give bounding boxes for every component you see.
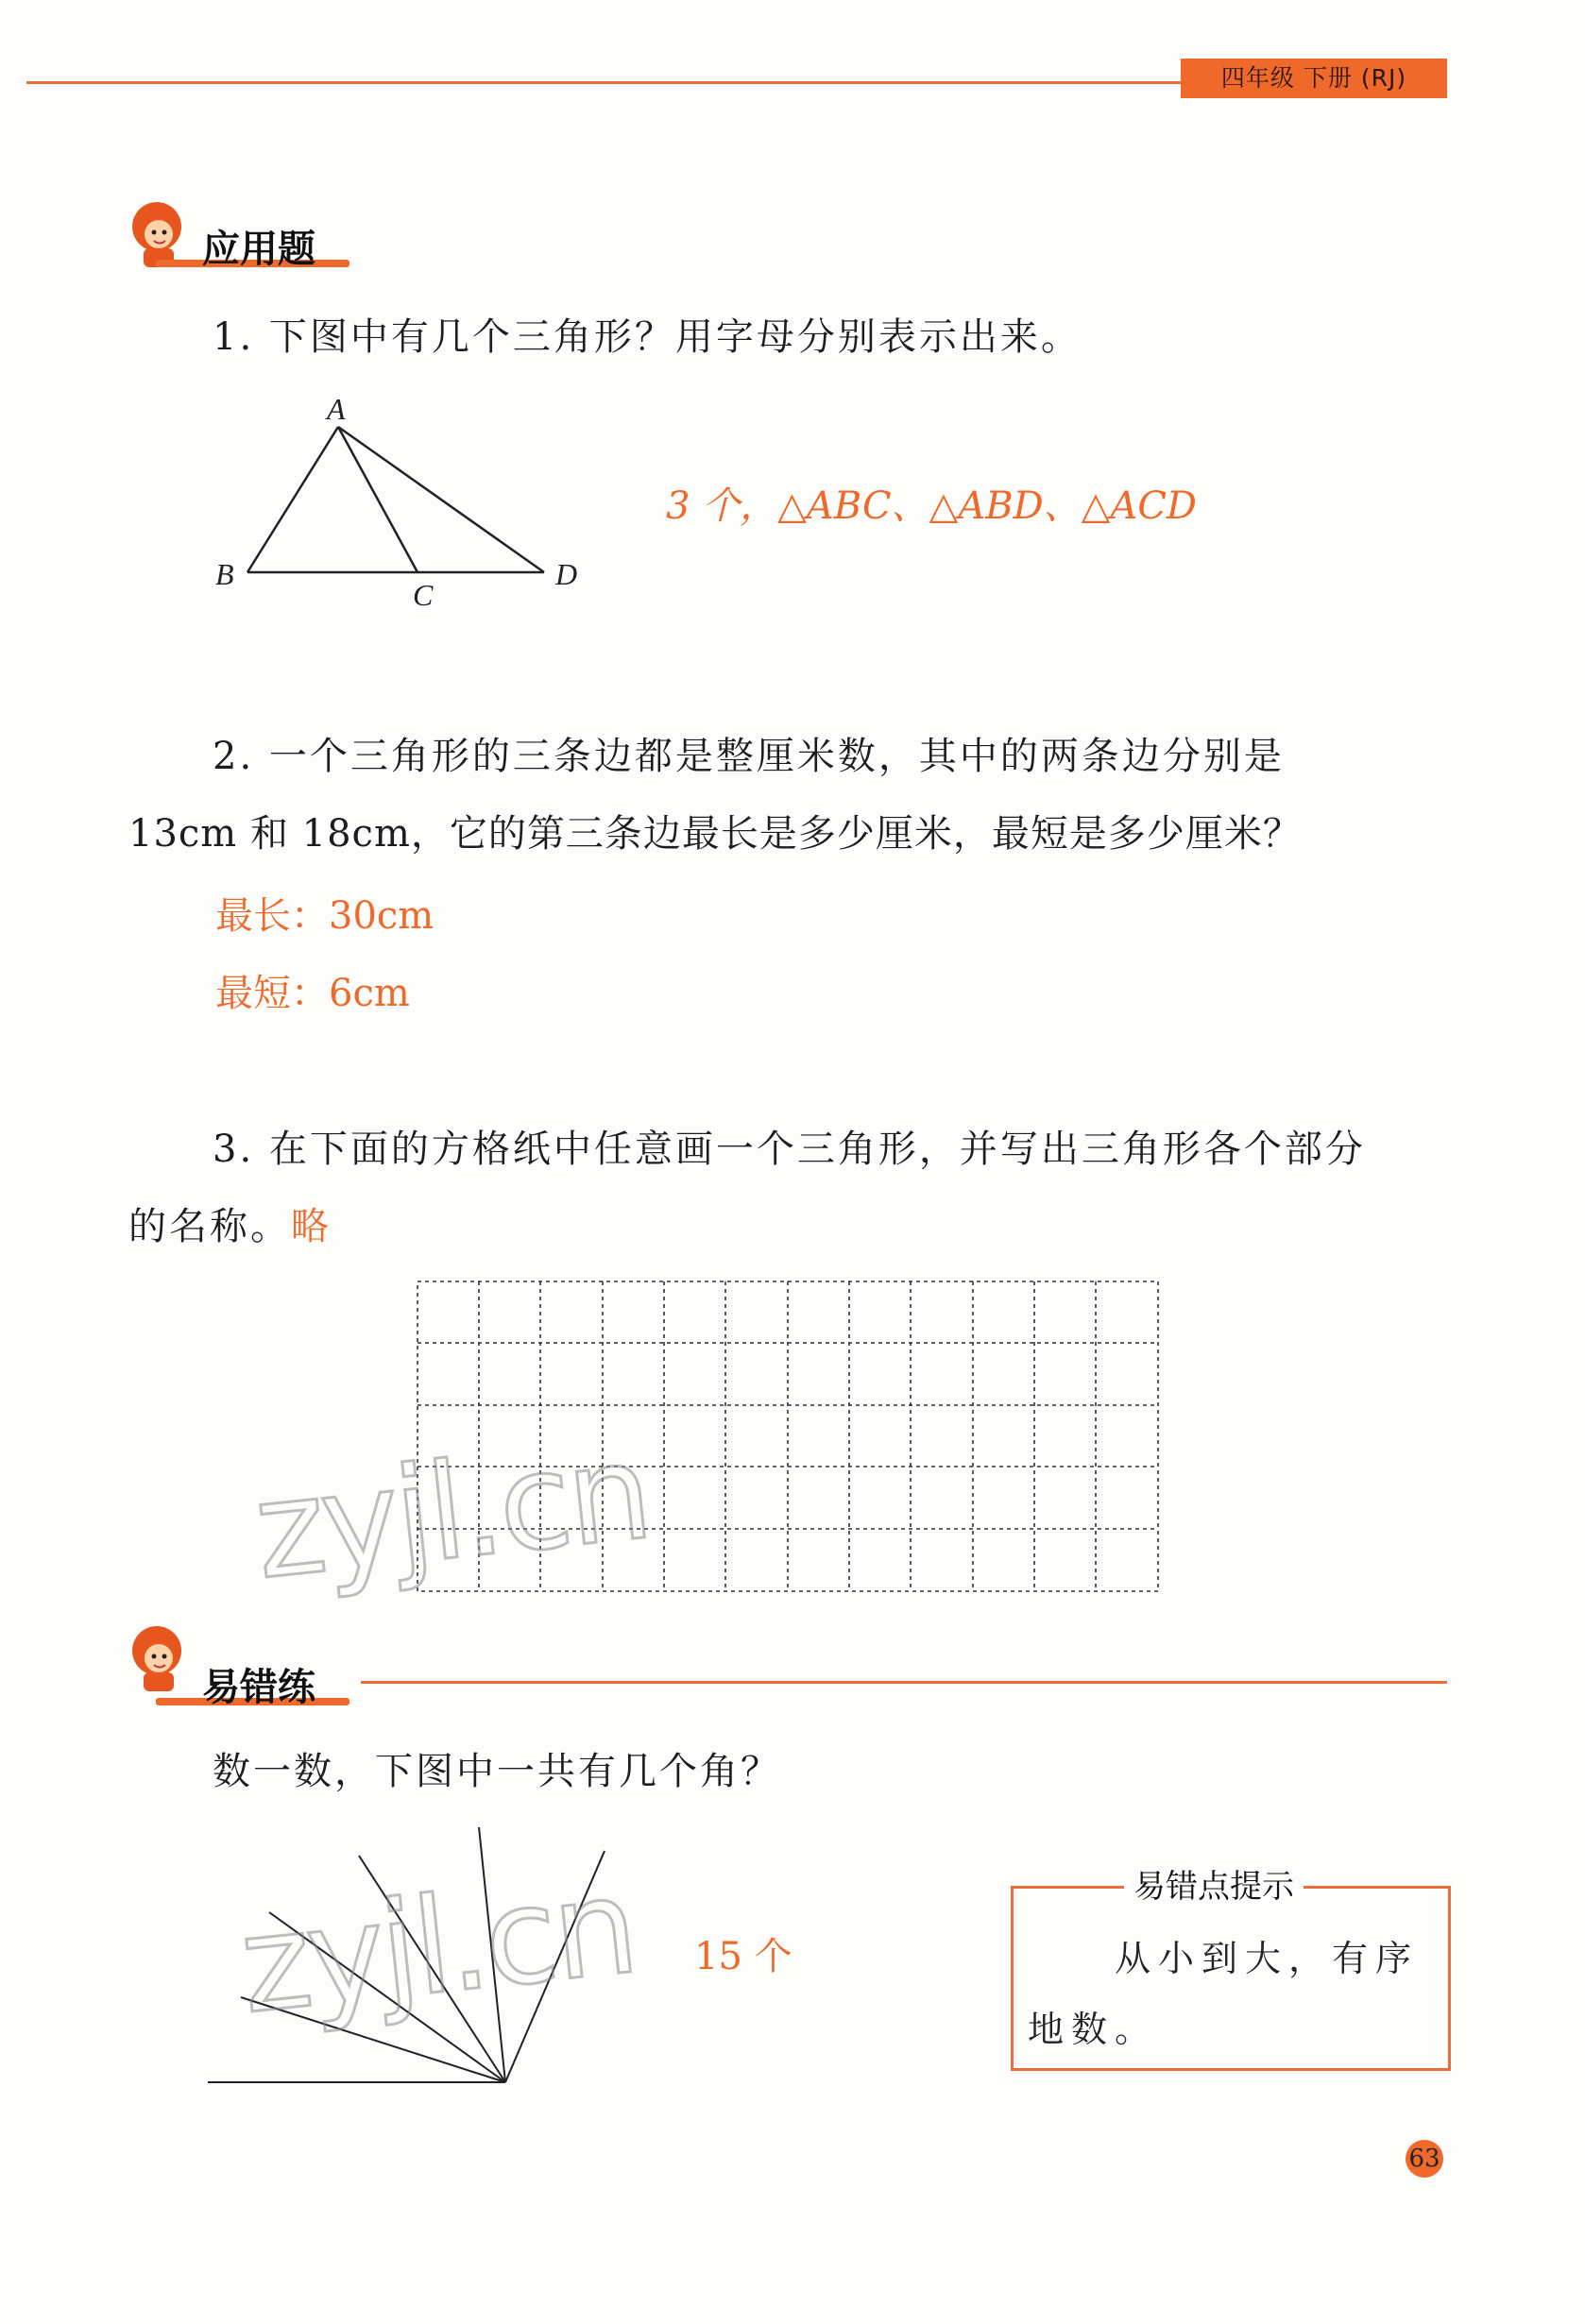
question-2-line2: 13cm 和 18cm，它的第三条边最长是多少厘米，最短是多少厘米？ [128,812,1302,856]
vertex-label-b: B [215,557,234,591]
tip-title: 易错点提示 [1124,1860,1304,1907]
question-3-text: 的名称。 [128,1205,291,1248]
mascot-icon-2 [123,1620,198,1696]
answer-3: 略 [291,1205,332,1248]
vertex-label-c: C [413,578,434,612]
grade-tab: 四年级 下册 (RJ) [1181,59,1447,98]
watermark: zyjl.cn [247,1415,656,1610]
vertex-label-d: D [555,557,578,591]
answer-angles: 15 个 [694,1935,792,1978]
question-3-line2 [128,1188,332,1265]
answer-2-shortest: 最短：6cm [215,972,410,1015]
section-title-error-prone: 易错练 [202,1666,315,1709]
answer-1: 3 个，△ABC、△ABD、△ACD [666,484,1197,528]
question-3-line1: 3. 在下面的方格纸中任意画一个三角形，并写出三角形各个部分 [213,1128,1366,1171]
triangle-figure [236,416,557,585]
header-rule [26,81,1181,84]
vertex-label-a: A [327,392,346,426]
tip-line-1: 从小到大，有序 [1115,1938,1420,1979]
tip-line-2: 地数。 [1028,2009,1159,2050]
watermark-2: zyjl.cn [233,1849,641,2044]
section-rule-2 [361,1681,1447,1684]
question-2-line1: 2. 一个三角形的三条边都是整厘米数，其中的两条边分别是 [213,735,1285,778]
question-angles: 数一数，下图中一共有几个角？ [213,1750,781,1793]
question-1: 1. 下图中有几个三角形？用字母分别表示出来。 [213,315,1082,359]
answer-2-longest: 最长：30cm [215,894,435,938]
section-title-applied: 应用题 [202,228,315,271]
page-number: 63 [1406,2140,1443,2178]
